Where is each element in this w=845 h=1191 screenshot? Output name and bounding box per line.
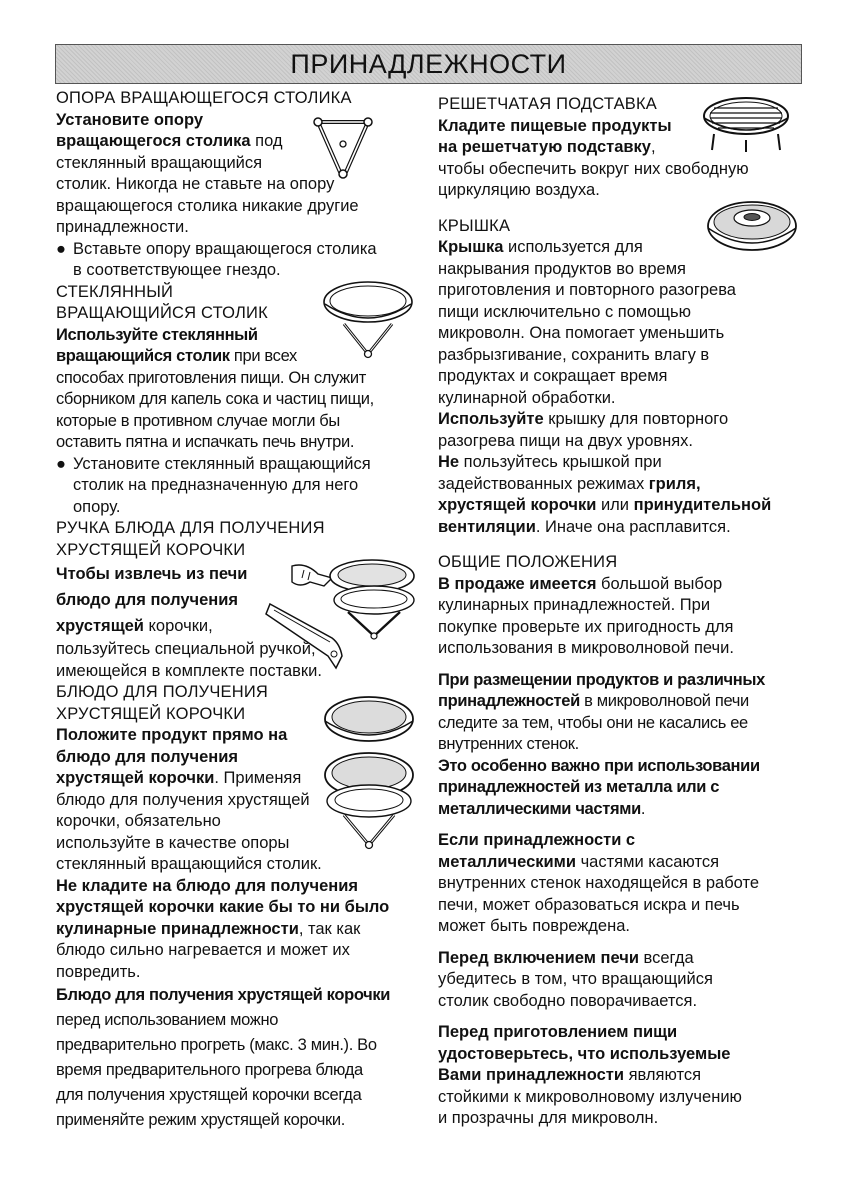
text-line [438, 495, 798, 517]
text-line [438, 517, 798, 539]
text-line [438, 1065, 798, 1087]
bold-text: гриля, [648, 474, 701, 493]
bold-text: принудительной [633, 496, 772, 514]
text-line: стойкими к микроволновому излучению [438, 1087, 742, 1106]
text: столик на предназначенную для него [73, 476, 359, 494]
title-banner [55, 44, 802, 84]
text-line: столик свободно поворачивается. [438, 991, 698, 1010]
text-line: покупке проверьте их пригодность для [438, 617, 734, 636]
text: . Применяя [214, 769, 302, 787]
text-line: пищи исключительно с помощью [438, 302, 691, 321]
text-line: блюдо для получения [56, 747, 239, 766]
page-title: ПРИНАДЛЕЖНОСТИ [290, 48, 567, 79]
bold-text: на решетчатую подставку [438, 138, 651, 156]
bold-text: Перед включением печи [438, 948, 639, 967]
bold-text: хрустящей корочки [56, 769, 215, 787]
bullet-icon: ● [56, 454, 66, 473]
text-line: кулинарной обработки. [438, 388, 616, 407]
bold-text: металлическими [438, 852, 576, 871]
text-line: Кладите пищевые продукты [438, 116, 672, 135]
text: , так как [298, 919, 361, 938]
text-line: Чтобы извлечь из печи [56, 565, 248, 583]
section-heading: ВРАЩАЮЩИЙСЯ СТОЛИК [56, 304, 268, 322]
text-line [438, 452, 798, 474]
crisp-handle-illustration [262, 552, 417, 677]
text-line: вращающегося столика никакие другие [56, 196, 359, 215]
wire-rack-icon [700, 94, 792, 156]
text-line: следите за тем, чтобы они не касались ее [438, 713, 748, 732]
text-line: которые в противном случае могли бы [56, 411, 340, 430]
text-line: Используйте стеклянный [56, 325, 258, 344]
text-line: внутренних стенок находящейся в работе [438, 874, 760, 892]
text-line [438, 574, 798, 596]
text: частями касаются [576, 852, 719, 871]
bold-text: хрустящей корочки [438, 496, 597, 514]
text-line [438, 691, 798, 713]
text: задействованных режимах [438, 474, 649, 493]
text: всегда [638, 948, 694, 967]
bold-text: вентиляции [438, 517, 536, 536]
text-line: столик. Никогда не ставьте на опору [56, 175, 335, 193]
roller-support-illustration [312, 112, 374, 182]
text-line: Не кладите на блюдо для получения [56, 876, 358, 895]
text-line: Блюдо для получения хрустящей корочки [56, 986, 391, 1004]
text-line: кулинарных принадлежностей. При [438, 596, 711, 614]
text-line: стеклянный вращающийся столик. [56, 855, 322, 873]
text-line: продуктах и сокращает время [438, 367, 668, 385]
text-line: убедитесь в том, что вращающийся [438, 970, 713, 988]
text-line: оставить пятна и испачкать печь внутри. [56, 433, 355, 451]
text: Установите стеклянный вращающийся [73, 454, 371, 473]
text-line: накрывания продуктов во время [438, 259, 686, 278]
text-line: блюдо для получения [56, 591, 239, 609]
text-line: приготовления и повторного разогрева [438, 281, 736, 299]
text-line: используйте в качестве опоры [56, 833, 290, 852]
section-heading: ХРУСТЯЩЕЙ КОРОЧКИ [56, 704, 246, 723]
text-line [438, 948, 798, 970]
text-line: предварительно прогреть (макс. 3 мин.). Во [56, 1036, 377, 1054]
section-heading: РУЧКА БЛЮДА ДЛЯ ПОЛУЧЕНИЯ [56, 519, 325, 537]
text-line: стеклянный вращающийся [56, 153, 263, 172]
text-line: корочки, обязательно [56, 812, 221, 830]
text-line: разбрызгивание, сохранить влагу в [438, 345, 710, 364]
text-line: способах приготовления пищи. Он служит [56, 368, 366, 387]
section-heading: СТЕКЛЯННЫЙ [56, 282, 174, 301]
text-line: внутренних стенок. [438, 735, 579, 753]
text-line: для получения хрустящей корочки всегда [56, 1086, 362, 1104]
text: , [650, 138, 656, 156]
text: в соответствующее гнездо. [73, 261, 281, 279]
text-line [438, 409, 798, 431]
text-line: Если принадлежности с [438, 831, 636, 849]
glass-tray-illustration [322, 280, 414, 360]
bold-text: вращающийся столик [56, 347, 230, 365]
bold-text: В продаже имеется [438, 574, 597, 593]
bold-text: Вами принадлежности [438, 1066, 624, 1084]
roller-support-icon [312, 112, 374, 182]
crisp-handle-icon [262, 552, 417, 677]
text: при всех [229, 347, 297, 365]
text-line: использования в микроволновой печи. [438, 639, 734, 657]
bullet-text [73, 454, 371, 519]
text-line: блюдо для получения хрустящей [56, 790, 310, 809]
text-line: принадлежностей из металла или с [438, 778, 720, 796]
bullet-text [73, 239, 377, 282]
text: большой выбор [596, 574, 723, 593]
text-line: перед использованием можно [56, 1011, 279, 1029]
bold-text: хрустящей [56, 617, 144, 635]
text-line: может быть повреждена. [438, 917, 630, 935]
text: . Иначе она расплавится. [535, 517, 731, 536]
text-line: Перед приготовлением пищи [438, 1023, 678, 1041]
section-heading: РЕШЕТЧАТАЯ ПОДСТАВКА [438, 95, 657, 113]
crisp-plate-illustration [322, 693, 416, 853]
text-line: Установите опору [56, 110, 203, 129]
text-line: сборником для капель сока и частиц пищи, [56, 390, 374, 408]
text-line [438, 852, 798, 874]
text-line: Это особенно важно при использовании [438, 756, 760, 775]
text: или [596, 496, 634, 514]
section-heading: БЛЮДО ДЛЯ ПОЛУЧЕНИЯ [56, 683, 269, 701]
text-line: и прозрачны для микроволн. [438, 1109, 659, 1127]
cover-icon [706, 196, 798, 256]
text-line [438, 799, 798, 821]
crisp-plate-icon [322, 693, 416, 853]
text-line: время предварительного прогрева блюда [56, 1061, 363, 1079]
bold-text: Используйте [438, 410, 544, 428]
section-cover [438, 216, 798, 539]
bold-text: кулинарные принадлежности [56, 919, 299, 938]
text-line: пользуйтесь специальной ручкой, [56, 640, 316, 658]
text-line: применяйте режим хрустящей корочки. [56, 1111, 345, 1129]
text: под [250, 132, 283, 150]
text-line: печи, может образоваться искра и печь [438, 895, 740, 914]
text-line [56, 919, 416, 941]
text-line: принадлежности. [56, 218, 189, 236]
text-line: хрустящей корочки какие бы то ни было [56, 898, 390, 916]
text: являются [623, 1066, 702, 1084]
section-heading: КРЫШКА [438, 216, 511, 235]
text-line: чтобы обеспечить вокруг них свободную [438, 159, 749, 178]
text-line: повредить. [56, 962, 141, 981]
text-line [438, 474, 798, 496]
bold-text: Крышка [438, 238, 504, 256]
text: пользуйтесь крышкой при [459, 453, 662, 471]
section-general [438, 552, 798, 1130]
text-line: разогрева пищи на двух уровнях. [438, 431, 694, 450]
text-line: циркуляцию воздуха. [438, 181, 600, 199]
bold-text: металлическими частями [438, 799, 641, 818]
text-line: Положите продукт прямо на [56, 726, 288, 744]
bullet-icon: ● [56, 239, 66, 258]
text-line: удостоверьтесь, что используемые [438, 1044, 731, 1063]
text: Вставьте опору вращающегося столика [73, 239, 377, 258]
cover-illustration [706, 196, 798, 256]
text-line: При размещении продуктов и различных [438, 670, 765, 689]
text-line: микроволн. Она помогает уменьшить [438, 324, 725, 342]
text: опору. [73, 497, 121, 516]
text-line: имеющейся в комплекте поставки. [56, 661, 322, 680]
glass-tray-icon [322, 280, 414, 360]
bullet-item [56, 454, 416, 519]
bold-text: вращающегося столика [56, 132, 251, 150]
text: крышку для повторного [543, 410, 729, 428]
bold-text: принадлежностей [438, 692, 580, 710]
section-heading: ОПОРА ВРАЩАЮЩЕГОСЯ СТОЛИКА [56, 89, 352, 107]
bullet-item [56, 239, 416, 282]
text-line: блюдо сильно нагревается и может их [56, 941, 350, 959]
text: корочки, [143, 617, 213, 635]
section-heading: ХРУСТЯЩЕЙ КОРОЧКИ [56, 540, 246, 559]
bold-text: Не [438, 453, 460, 471]
section-heading: ОБЩИЕ ПОЛОЖЕНИЯ [438, 553, 618, 571]
text: используется для [503, 238, 643, 256]
wire-rack-illustration [700, 94, 792, 156]
text: в микроволновой печи [579, 692, 749, 710]
text: . [640, 799, 646, 818]
